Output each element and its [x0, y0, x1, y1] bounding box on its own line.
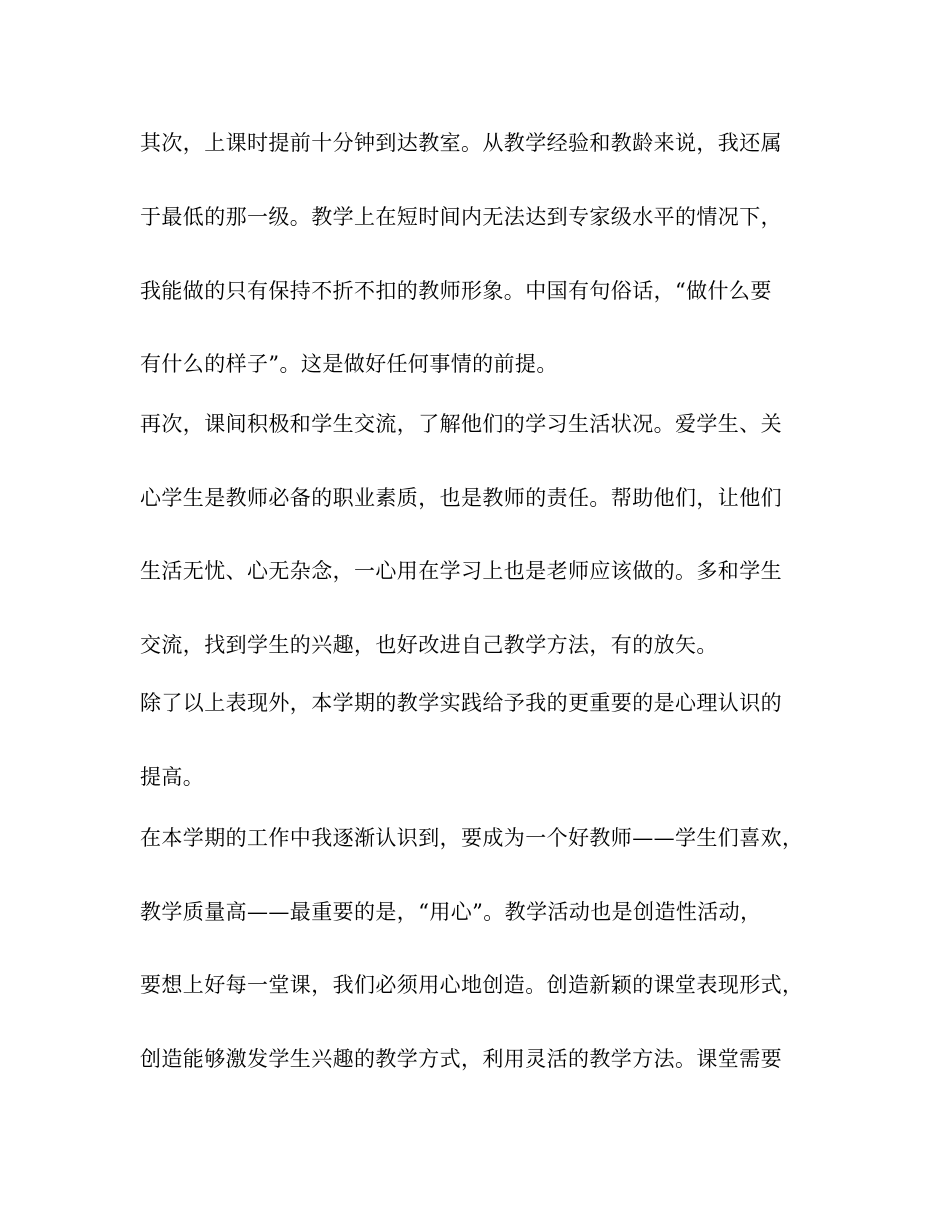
text-line-12: 教学质量高——最重要的是，“用心”。教学活动也是创造性活动，	[140, 900, 762, 924]
text-line-14: 创造能够激发学生兴趣的教学方式，利用灵活的教学方法。课堂需要	[140, 1047, 782, 1071]
text-line-2: 于最低的那一级。教学上在短时间内无法达到专家级水平的情况下，	[140, 205, 782, 229]
text-line-4: 有什么的样子”。这是做好任何事情的前提。	[140, 352, 558, 376]
text-line-5: 再次，课间积极和学生交流，了解他们的学习生活状况。爱学生、关	[140, 412, 782, 436]
text-line-6: 心学生是教师必备的职业素质，也是教师的责任。帮助他们，让他们	[140, 486, 782, 510]
text-line-9: 除了以上表现外，本学期的教学实践给予我的更重要的是心理认识的	[140, 691, 782, 715]
text-line-3: 我能做的只有保持不折不扣的教师形象。中国有句俗话，“做什么要	[140, 279, 772, 303]
text-line-7: 生活无忧、心无杂念，一心用在学习上也是老师应该做的。多和学生	[140, 559, 782, 583]
text-line-8: 交流，找到学生的兴趣，也好改进自己教学方法，有的放矢。	[140, 633, 718, 657]
text-line-11: 在本学期的工作中我逐渐认识到，要成为一个好教师——学生们喜欢，	[140, 826, 804, 850]
text-line-1: 其次，上课时提前十分钟到达教室。从教学经验和教龄来说，我还属	[140, 131, 782, 155]
text-line-10: 提高。	[140, 765, 205, 789]
text-line-13: 要想上好每一堂课，我们必须用心地创造。创造新颖的课堂表现形式，	[140, 973, 804, 997]
